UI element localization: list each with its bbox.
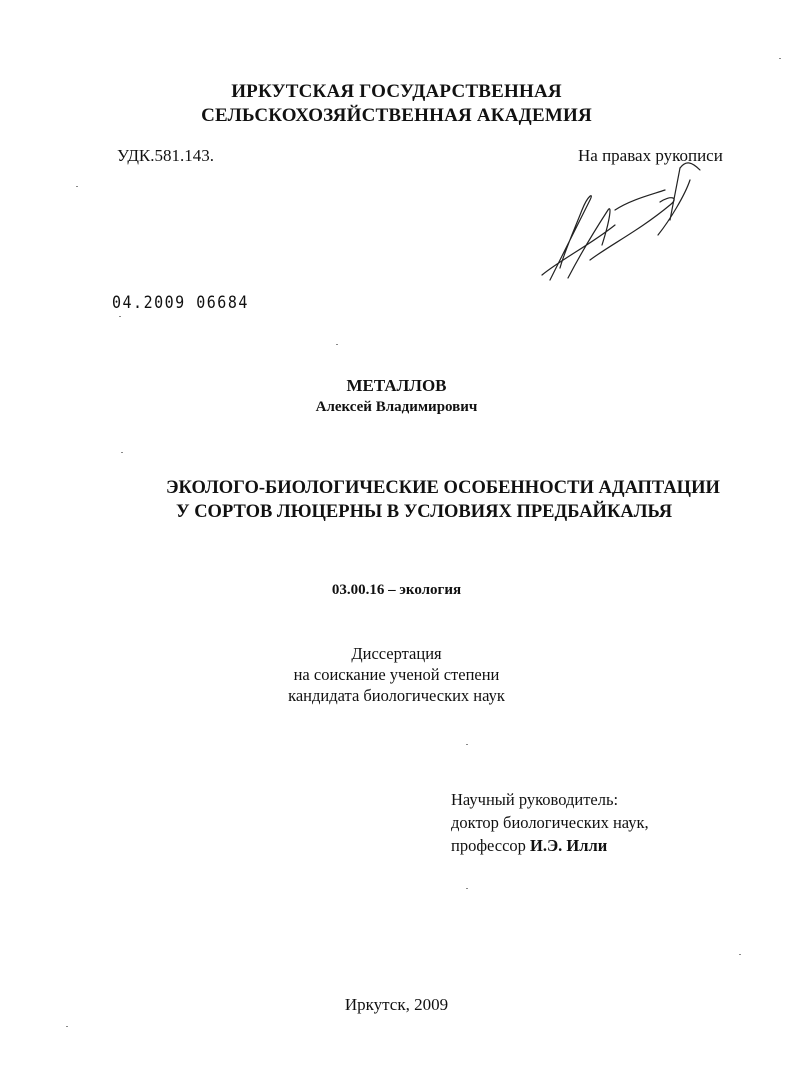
scan-speck [66, 1026, 68, 1027]
supervisor-name: И.Э. Илли [530, 836, 608, 855]
dissertation-purpose: на соискание ученой степени [293, 665, 500, 684]
manuscript-rights: На правах рукописи [578, 146, 723, 165]
specialty-separator: – [384, 582, 400, 598]
registration-stamp: 04.2009 06684 [112, 292, 249, 313]
dissertation-label: Диссертация [351, 644, 442, 663]
thesis-title-line-2: У СОРТОВ ЛЮЦЕРНЫ В УСЛОВИЯХ ПРЕДБАЙКАЛЬЯ [176, 502, 673, 522]
specialty-code: 03.00.16 [331, 582, 385, 598]
author-surname: МЕТАЛЛОВ [346, 376, 447, 395]
udk-code: УДК.581.143. [117, 146, 215, 165]
city-year: Иркутск, 2009 [344, 995, 449, 1014]
scan-speck [121, 452, 123, 453]
scan-speck [119, 316, 121, 317]
thesis-title-line-1: ЭКОЛОГО-БИОЛОГИЧЕСКИЕ ОСОБЕННОСТИ АДАПТАЦИИ [166, 478, 720, 498]
scan-speck [466, 744, 468, 745]
supervisor-title: профессор [451, 836, 531, 855]
supervisor-role: Научный руководитель: [451, 790, 619, 809]
institution-line-2: СЕЛЬСКОХОЗЯЙСТВЕННАЯ АКАДЕМИЯ [201, 105, 592, 126]
scan-speck [466, 888, 468, 889]
signature-image [520, 150, 720, 290]
specialty [0, 582, 793, 599]
scan-speck [336, 344, 338, 345]
supervisor-name-line [451, 834, 607, 857]
dissertation-degree: кандидата биологических наук [288, 686, 505, 705]
scan-speck [76, 186, 78, 187]
scan-speck [779, 58, 781, 59]
supervisor-degree: доктор биологических наук, [451, 813, 649, 832]
specialty-name: экология [399, 582, 462, 598]
institution-line-1: ИРКУТСКАЯ ГОСУДАРСТВЕННАЯ [231, 81, 562, 102]
scan-speck [739, 954, 741, 955]
author-given-names: Алексей Владимирович [315, 399, 478, 415]
